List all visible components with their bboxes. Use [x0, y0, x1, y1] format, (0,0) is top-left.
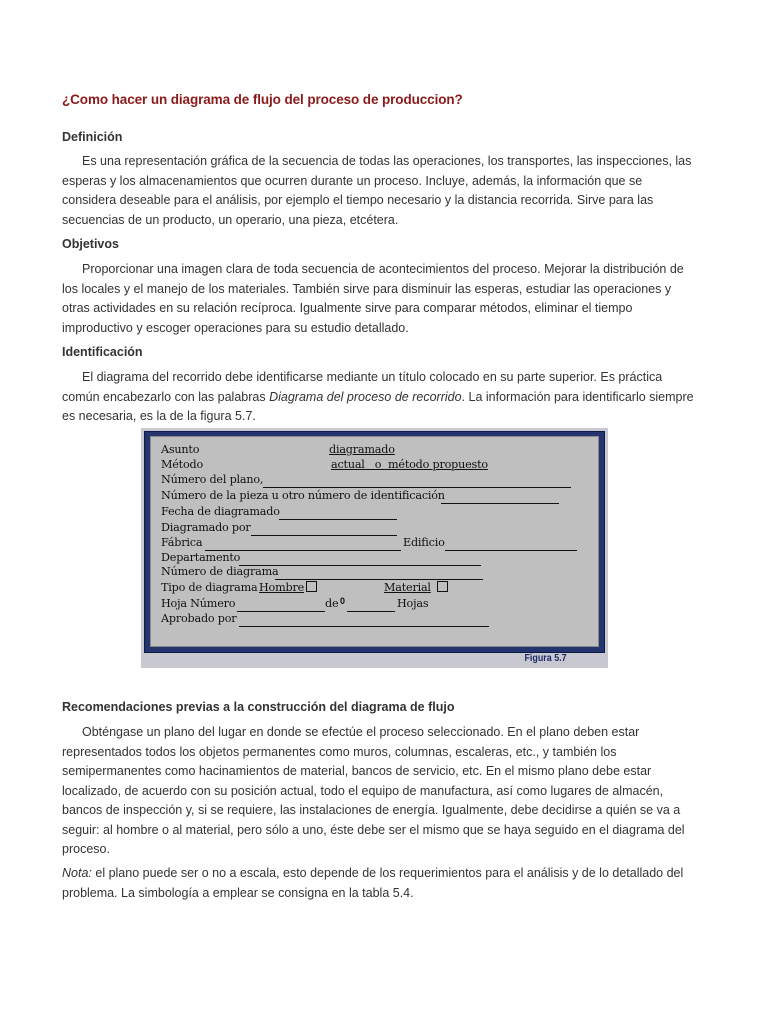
form-de-label: de: [325, 597, 339, 610]
page-title: ¿Como hacer un diagrama de flujo del proceso de produccion?: [62, 92, 463, 107]
form-hombre-option[interactable]: [259, 581, 317, 594]
form-numero-pieza-label: Número de la pieza u otro número de identificación: [161, 489, 445, 502]
form-metodo-label: Método: [161, 458, 204, 471]
heading-objetivos: Objetivos: [62, 237, 119, 251]
paragraph-identificacion: [62, 368, 694, 427]
paragraph-recomendaciones-text: Obténgase un plano del lugar en donde se efectúe el proceso seleccionado. En el plano deben estar representados todos los objetos permanentes como muros, columnas, escaleras, etc., y también los semipermanentes como hacinamientos de material, bancos de servicio, etc. En el mismo plano debe estar localizado, de acuerdo con su posición actual, todo el equipo de manufactura, así como lugares de almacén, bancos de inspección y, si se requiere, las instalaciones de energía. Igualmente, debe decidirse a quién se va a seguir: al hombre o al material, pero sólo a uno, éste debe ser el mismo que se haya seguido en el diagrama del proceso.: [62, 725, 685, 856]
form-aprobado-por-label: Aprobado por: [161, 612, 237, 625]
heading-identificacion: Identificación: [62, 345, 143, 359]
form-hoja-numero-label: Hoja Número: [161, 597, 236, 610]
paragraph-identificacion-text-1: El diagrama del recorrido debe identificarse mediante un título colocado en su parte superior. Es práctica común encabezarlo con las palabras: [62, 370, 663, 404]
paragraph-identificacion-text-2: . La información para identificarlo siempre es necesaria, es la de la figura 5.7.: [62, 389, 694, 423]
form-numero-pieza-line: [441, 503, 559, 504]
figure-5-7: [141, 428, 608, 668]
form-departamento-label: Departamento: [161, 551, 241, 564]
form-edificio-label: Edificio: [403, 536, 445, 549]
form-fabrica-label: Fábrica: [161, 536, 203, 549]
form-fecha-label: Fecha de diagramado: [161, 505, 280, 518]
form-asunto-label: Asunto: [161, 443, 200, 456]
paragraph-definicion-text: Es una representación gráfica de la secuencia de todas las operaciones, los transportes, las inspecciones, las esperas y los almacenamientos que ocurren durante un proceso. Incluye, además, la información que se considera deseable para el análisis, por ejemplo el tiempo necesario y la distancia recorrida. Sirve para las secuencias de un producto, un operario, una pieza, etcétera.: [62, 154, 692, 227]
form-tipo-diagrama-label: Tipo de diagrama: [161, 581, 258, 594]
paragraph-definicion: [62, 152, 694, 230]
form-diagramado-por-label: Diagramado por: [161, 521, 251, 534]
material-checkbox[interactable]: [437, 581, 448, 592]
form-cero-value: 0: [340, 596, 345, 606]
nota-text: el plano puede ser o no a escala, esto depende de los requerimientos para el análisis y de lo detallado del problema. La simbología a emplear se consigna en la tabla 5.4.: [62, 866, 684, 900]
form-edificio-line: [445, 550, 577, 551]
form-aprobado-por-line: [239, 626, 489, 627]
heading-definicion: Definición: [62, 130, 123, 144]
figure-frame: [144, 431, 605, 653]
paragraph-nota: [62, 864, 694, 903]
form-numero-diagrama-line: [275, 579, 483, 580]
form-hoja-numero-line: [237, 611, 325, 612]
form-asunto-value: diagramado: [329, 443, 395, 456]
heading-recomendaciones: Recomendaciones previas a la construcción del diagrama de flujo: [62, 700, 455, 714]
form-hojas-label: Hojas: [397, 597, 429, 610]
paragraph-objetivos-text: Proporcionar una imagen clara de toda secuencia de acontecimientos del proceso. Mejorar la distribución de los locales y el manejo de los materiales. También sirve para disminuir las esperas, estudiar las operaciones y otras actividades en su relación recíproca. Igualmente sirve para comparar métodos, eliminar el tiempo improductivo y escoger operaciones para su estudio detallado.: [62, 262, 684, 335]
paragraph-objetivos: [62, 260, 694, 338]
form-diagramado-por-line: [251, 535, 397, 536]
form-numero-plano-label: Número del plano,: [161, 473, 264, 486]
form-numero-diagrama-label: Número de diagrama: [161, 565, 279, 578]
form-material-label: Material: [384, 581, 431, 594]
hombre-checkbox[interactable]: [306, 581, 317, 592]
paragraph-recomendaciones: [62, 723, 694, 860]
paragraph-identificacion-italic: Diagrama del proceso de recorrido: [269, 389, 462, 404]
figure-caption: Figura 5.7: [524, 652, 567, 664]
form-hombre-label: Hombre: [259, 581, 305, 594]
form-material-option[interactable]: [384, 581, 448, 594]
form-fecha-line: [279, 519, 397, 520]
form-metodo-value: actual o método propuesto: [331, 458, 488, 471]
form-de-line: [347, 611, 395, 612]
identification-form: [150, 436, 599, 647]
nota-label: Nota:: [62, 866, 92, 880]
form-numero-plano-line: [263, 487, 571, 488]
